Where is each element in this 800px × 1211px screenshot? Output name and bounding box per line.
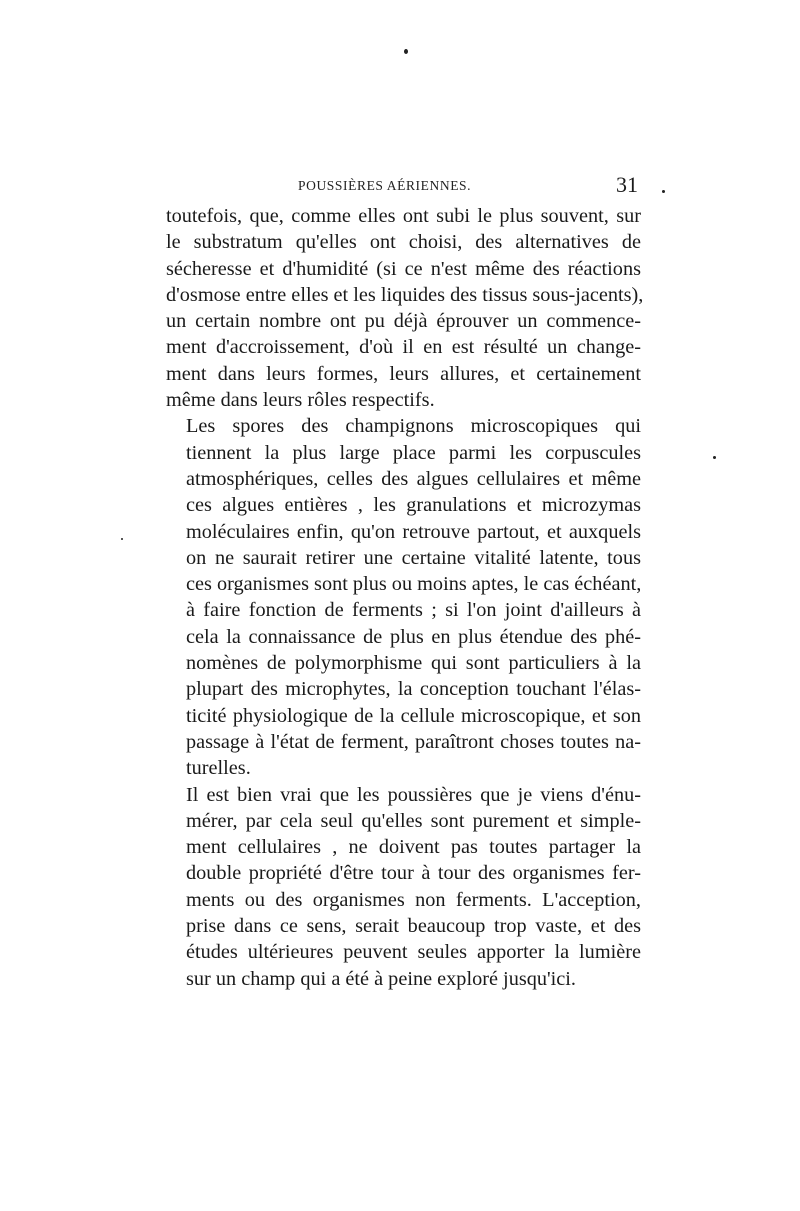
text-line: à faire fonction de ferments ; si l'on joint d'ailleurs à bbox=[186, 599, 641, 622]
text-line: double propriété d'être tour à tour des organismes fer- bbox=[186, 862, 641, 885]
text-line: passage à l'état de ferment, paraîtront choses toutes na- bbox=[186, 730, 641, 753]
page-number: 31 bbox=[616, 172, 638, 197]
text-line: turelles. bbox=[186, 757, 251, 780]
scan-speck bbox=[121, 538, 123, 540]
paragraph-2 bbox=[166, 413, 641, 781]
text-line: même dans leurs rôles respectifs. bbox=[166, 389, 435, 412]
paragraph-1 bbox=[166, 203, 644, 413]
text-line: d'osmose entre elles et les liquides des tissus sous-jacents), bbox=[166, 283, 644, 306]
text-line: ments ou des organismes non ferments. L'acception, bbox=[186, 888, 641, 911]
text-line: on ne saurait retirer une certaine vitalité latente, tous bbox=[186, 546, 641, 569]
text-line: un certain nombre ont pu déjà éprouver un commence- bbox=[166, 310, 641, 333]
scan-speck bbox=[404, 49, 408, 54]
text-line: toutefois, que, comme elles ont subi le plus souvent, sur bbox=[166, 205, 641, 227]
text-line: moléculaires enfin, qu'on retrouve partout, et auxquels bbox=[186, 520, 641, 543]
text-line: plupart des microphytes, la conception touchant l'élas- bbox=[186, 678, 641, 701]
text-line: prise dans ce sens, serait beaucoup trop vaste, et des bbox=[186, 915, 641, 938]
running-title: POUSSIÈRES AÉRIENNES. bbox=[298, 178, 472, 193]
text-line: tiennent la plus large place parmi les corpuscules bbox=[186, 441, 641, 464]
text-line: mérer, par cela seul qu'elles sont purement et simple- bbox=[186, 809, 641, 832]
text-line: le substratum qu'elles ont choisi, des alternatives de bbox=[166, 231, 641, 254]
text-line: sur un champ qui a été à peine exploré jusqu'ici. bbox=[186, 967, 576, 990]
scan-speck bbox=[662, 190, 665, 193]
scan-speck bbox=[713, 456, 716, 459]
text-line: Il est bien vrai que les poussières que je viens d'énu- bbox=[186, 783, 641, 806]
text-line: ces algues entières , les granulations et microzymas bbox=[186, 494, 641, 517]
text-line: ment d'accroissement, d'où il en est résulté un change- bbox=[166, 336, 641, 359]
text-line: atmosphériques, celles des algues cellulaires et même bbox=[186, 467, 641, 490]
text-line: ces organismes sont plus ou moins aptes, le cas échéant, bbox=[186, 573, 642, 596]
text-line: cela la connaissance de plus en plus étendue des phé- bbox=[186, 625, 641, 648]
text-line: ment dans leurs formes, leurs allures, et certainement bbox=[166, 362, 641, 385]
text-line: nomènes de polymorphisme qui sont particuliers à la bbox=[186, 652, 641, 675]
text-line: ment cellulaires , ne doivent pas toutes partager la bbox=[186, 836, 641, 859]
text-line: sécheresse et d'humidité (si ce n'est même des réactions bbox=[166, 257, 641, 280]
paragraph-3 bbox=[166, 782, 641, 992]
page-body bbox=[166, 203, 644, 992]
text-line: études ultérieures peuvent seules apporter la lumière bbox=[186, 941, 641, 964]
text-line: ticité physiologique de la cellule microscopique, et son bbox=[186, 704, 641, 727]
page-header bbox=[168, 174, 638, 200]
text-line: Les spores des champignons microscopiques qui bbox=[186, 415, 641, 438]
